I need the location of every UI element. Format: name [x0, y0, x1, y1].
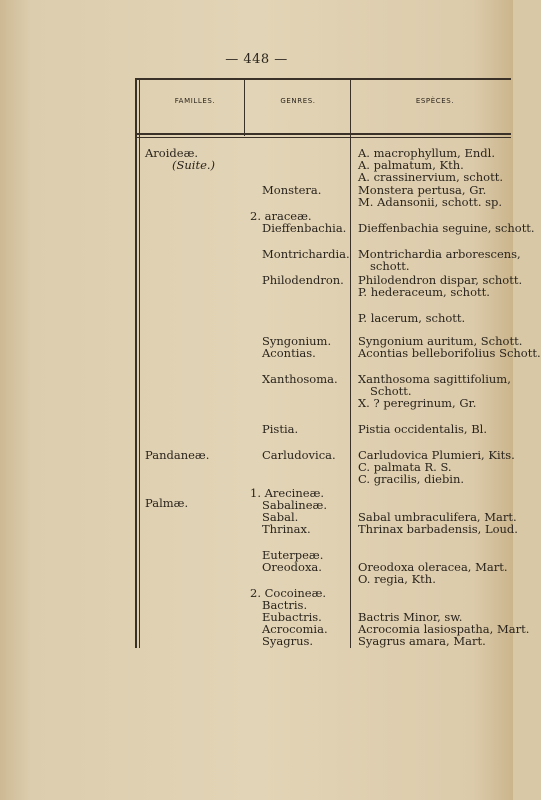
table-top-rule: [135, 78, 511, 80]
espece-entry: Syngonium auritum, Schott.: [358, 334, 523, 348]
genre-entry: Syngonium.: [262, 334, 332, 348]
genre-entry: Eubactris.: [262, 610, 322, 624]
espece-entry: A. crassinervium, schott.: [358, 170, 503, 184]
genre-entry: Carludovica.: [262, 448, 336, 462]
espece-entry: A. palmatum, Kth.: [358, 158, 464, 172]
famille-entry: Palmæ.: [145, 496, 189, 510]
espece-entry: Acrocomia lasiospatha, Mart.: [358, 622, 530, 636]
espece-entry: P. lacerum, schott.: [358, 311, 466, 325]
genre-entry: Dieffenbachia.: [262, 221, 347, 235]
espece-entry: X. ? peregrinum, Gr.: [358, 396, 477, 410]
espece-entry: Dieffenbachia seguine, schott.: [358, 221, 535, 235]
espece-entry: C. gracilis, diebin.: [358, 472, 465, 486]
genre-entry: Xanthosoma.: [262, 372, 338, 386]
header-especes: ESPÈCES.: [415, 97, 455, 105]
espece-entry: Oreodoxa oleracea, Mart.: [358, 560, 508, 574]
espece-entry: Acontias belleborifolius Schott.: [358, 346, 541, 360]
genre-entry: Acontias.: [262, 346, 316, 360]
table-header-rule: [135, 133, 511, 135]
genre-entry: Oreodoxa.: [262, 560, 322, 574]
genre-entry: Sabalineæ.: [262, 498, 327, 512]
espece-entry: Sabal umbraculifera, Mart.: [358, 510, 517, 524]
page-number: — 448 —: [225, 52, 288, 67]
espece-entry: Pistia occidentalis, Bl.: [358, 422, 488, 436]
espece-entry: Syagrus amara, Mart.: [358, 634, 486, 648]
table-header-rule-thin: [135, 137, 511, 138]
table-left-border: [135, 78, 137, 648]
column-divider-1: [244, 80, 245, 136]
column-divider-2: [350, 80, 351, 648]
genre-entry: 2. Cocoineæ.: [250, 586, 327, 600]
espece-entry: Thrinax barbadensis, Loud.: [358, 522, 518, 536]
espece-entry: O. regia, Kth.: [358, 572, 436, 586]
genre-entry: Montrichardia.: [262, 247, 350, 261]
genre-entry: Monstera.: [262, 183, 322, 197]
espece-entry: schott.: [370, 259, 410, 273]
famille-entry: Aroideæ.: [145, 146, 199, 160]
table-left-border-inner: [139, 78, 140, 648]
genre-entry: Bactris.: [262, 598, 308, 612]
genre-entry: 1. Arecineæ.: [250, 486, 325, 500]
genre-entry: Thrinax.: [262, 522, 311, 536]
espece-entry: A. macrophyllum, Endl.: [358, 146, 495, 160]
espece-entry: P. hederaceum, schott.: [358, 285, 490, 299]
famille-entry: (Suite.): [172, 158, 216, 172]
espece-entry: Philodendron dispar, schott.: [358, 273, 523, 287]
famille-entry: Pandaneæ.: [145, 448, 210, 462]
genre-entry: Pistia.: [262, 422, 299, 436]
espece-entry: Monstera pertusa, Gr.: [358, 183, 487, 197]
genre-entry: Sabal.: [262, 510, 299, 524]
header-familles: FAMILLES.: [174, 97, 216, 105]
espece-entry: Xanthosoma sagittifolium,: [358, 372, 511, 386]
header-genres: GENRES.: [280, 97, 316, 105]
genre-entry: Acrocomia.: [262, 622, 328, 636]
genre-entry: Euterpeæ.: [262, 548, 324, 562]
espece-entry: Schott.: [370, 384, 412, 398]
genre-entry: 2. araceæ.: [250, 209, 312, 223]
espece-entry: Carludovica Plumieri, Kits.: [358, 448, 515, 462]
genre-entry: Philodendron.: [262, 273, 344, 287]
genre-entry: Syagrus.: [262, 634, 314, 648]
espece-entry: M. Adansonii, schott. sp.: [358, 195, 503, 209]
espece-entry: Bactris Minor, sw.: [358, 610, 463, 624]
espece-entry: Montrichardia arborescens,: [358, 247, 521, 261]
espece-entry: C. palmata R. S.: [358, 460, 452, 474]
